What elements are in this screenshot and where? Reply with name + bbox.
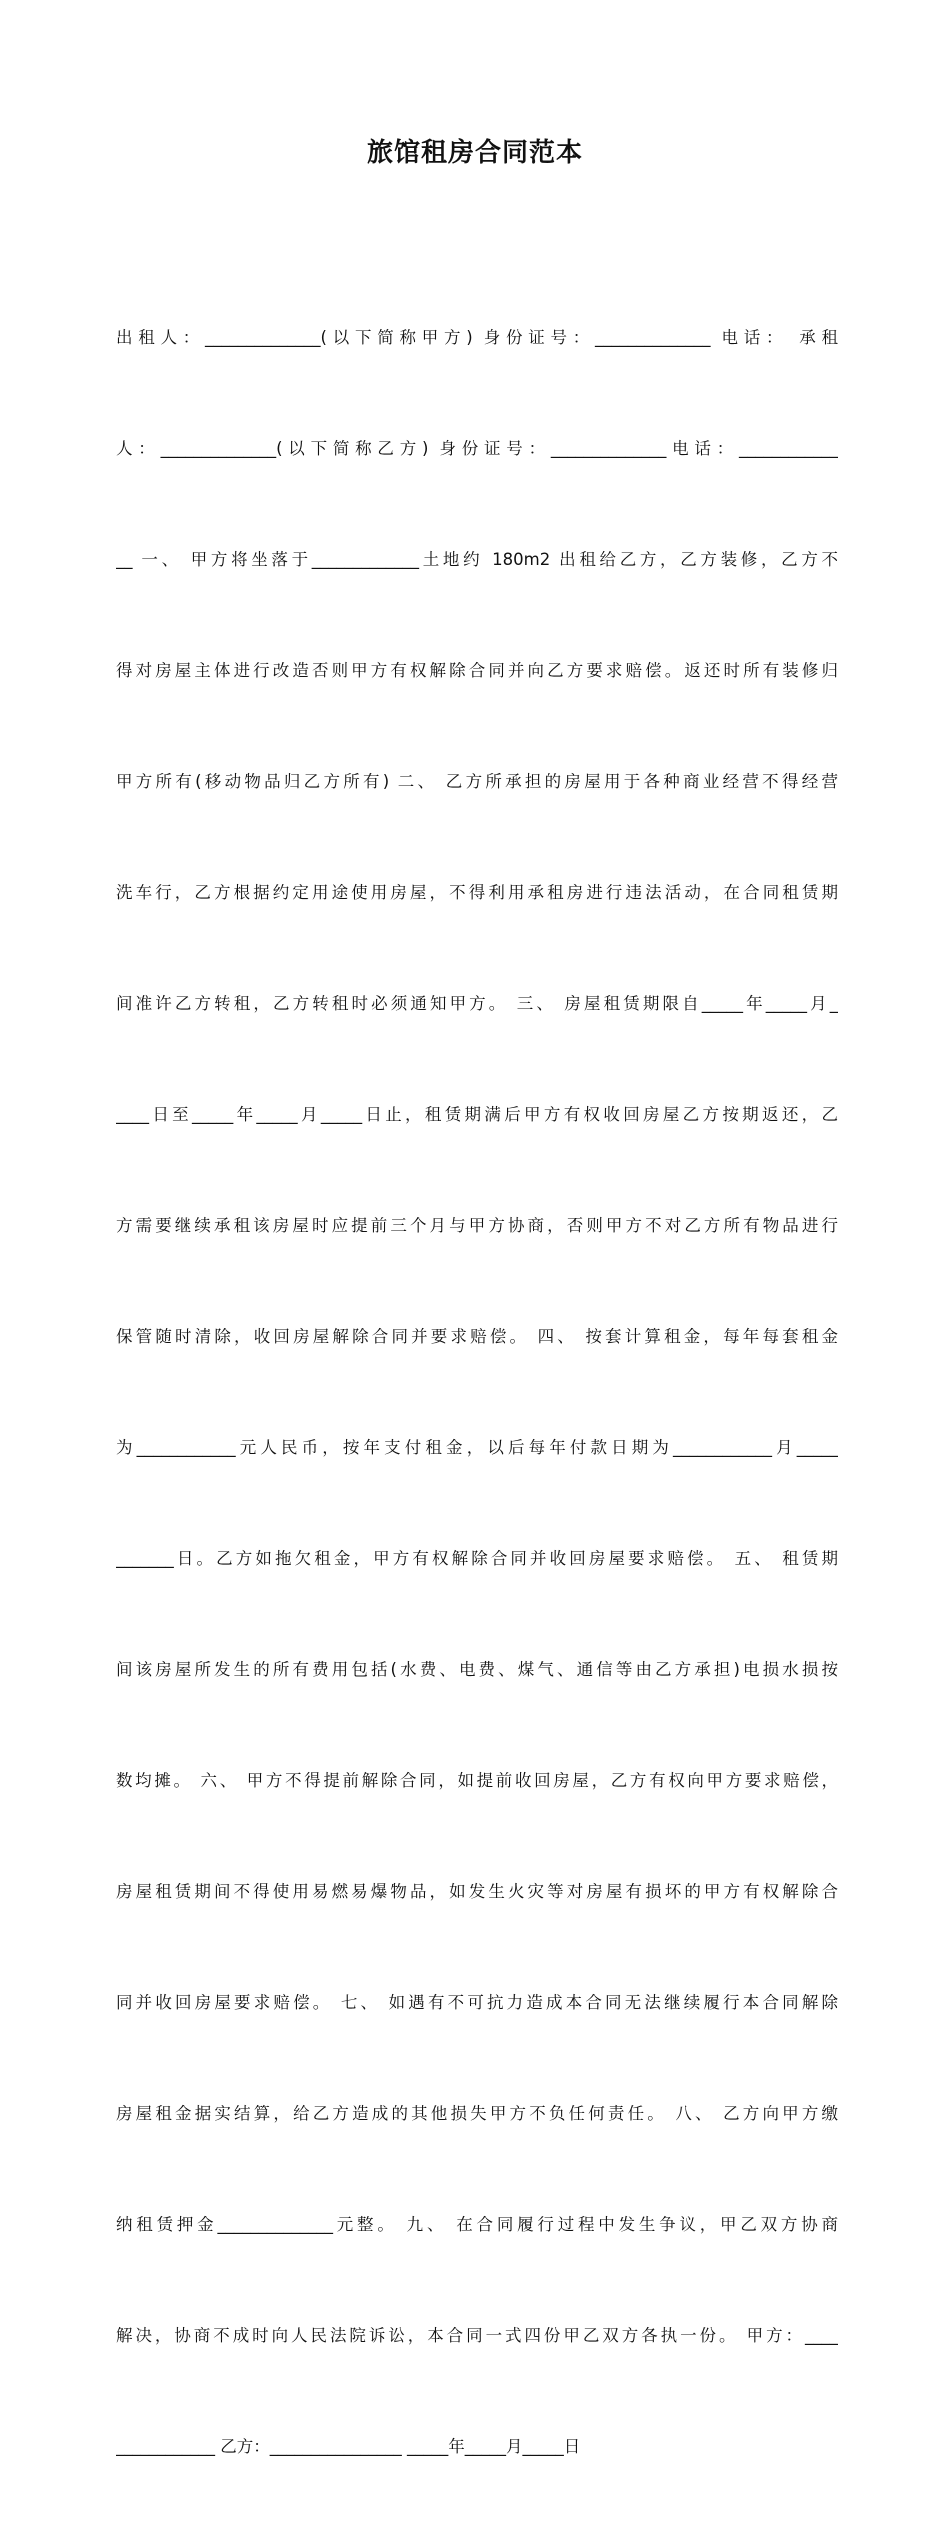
- body-line-9: 方需要继续承租该房屋时应提前三个月与甲方协商，否则甲方不对乙方所有物品进行: [116, 1216, 838, 1235]
- body-line-11: 为____________元人民币，按年支付租金，以后每年付款日期为____________月_____: [116, 1438, 838, 1457]
- body-line-2: 人：______________(以下简称乙方) 身份证号：______________电话：____________: [116, 439, 838, 458]
- body-line-14: 数均摊。 六、 甲方不得提前解除合同，如提前收回房屋，乙方有权向甲方要求赔偿，: [116, 1771, 838, 1790]
- body-line-17: 房屋租金据实结算，给乙方造成的其他损失甲方不负任何责任。 八、 乙方向甲方缴: [116, 2104, 838, 2123]
- body-line-4: 得对房屋主体进行改造否则甲方有权解除合同并向乙方要求赔偿。返还时所有装修归: [116, 661, 838, 680]
- body-line-15: 房屋租赁期间不得使用易燃易爆物品，如发生火灾等对房屋有损坏的甲方有权解除合: [116, 1882, 838, 1901]
- body-line-7: 间准许乙方转租，乙方转租时必须通知甲方。 三、 房屋租赁期限自_____年_____月_: [116, 994, 838, 1013]
- body-line-18: 纳租赁押金______________元整。 九、 在合同履行过程中发生争议，甲乙双方协商: [116, 2215, 838, 2234]
- contract-body: [116, 245, 838, 2539]
- body-line-3: __ 一、 甲方将坐落于_____________土地约 180m2 出租给乙方，乙方装修，乙方不: [116, 550, 838, 569]
- body-line-19: 解决，协商不成时向人民法院诉讼，本合同一式四份甲乙双方各执一份。 甲方：____: [116, 2326, 838, 2345]
- body-line-16: 同并收回房屋要求赔偿。 七、 如遇有不可抗力造成本合同无法继续履行本合同解除: [116, 1993, 838, 2012]
- body-line-13: 间该房屋所发生的所有费用包括(水费、电费、煤气、通信等由乙方承担)电损水损按: [116, 1660, 838, 1679]
- body-line-10: 保管随时清除，收回房屋解除合同并要求赔偿。 四、 按套计算租金，每年每套租金: [116, 1327, 838, 1346]
- body-line-5: 甲方所有(移动物品归乙方所有) 二、 乙方所承担的房屋用于各种商业经营不得经营: [116, 772, 838, 791]
- body-line-8: ____日至_____年_____月_____日止，租赁期满后甲方有权收回房屋乙方按期返还，乙: [116, 1105, 838, 1124]
- body-line-20-signature: ____________ 乙方：________________ _____年_____月_____日: [116, 2437, 581, 2456]
- body-line-1: 出租人：______________(以下简称甲方) 身份证号：______________ 电话： 承租: [116, 328, 838, 347]
- body-line-6: 洗车行，乙方根据约定用途使用房屋，不得利用承租房进行违法活动，在合同租赁期: [116, 883, 838, 902]
- body-line-12: _______日。乙方如拖欠租金，甲方有权解除合同并收回房屋要求赔偿。 五、 租赁期: [116, 1549, 838, 1568]
- document-title: 旅馆租房合同范本: [366, 138, 583, 168]
